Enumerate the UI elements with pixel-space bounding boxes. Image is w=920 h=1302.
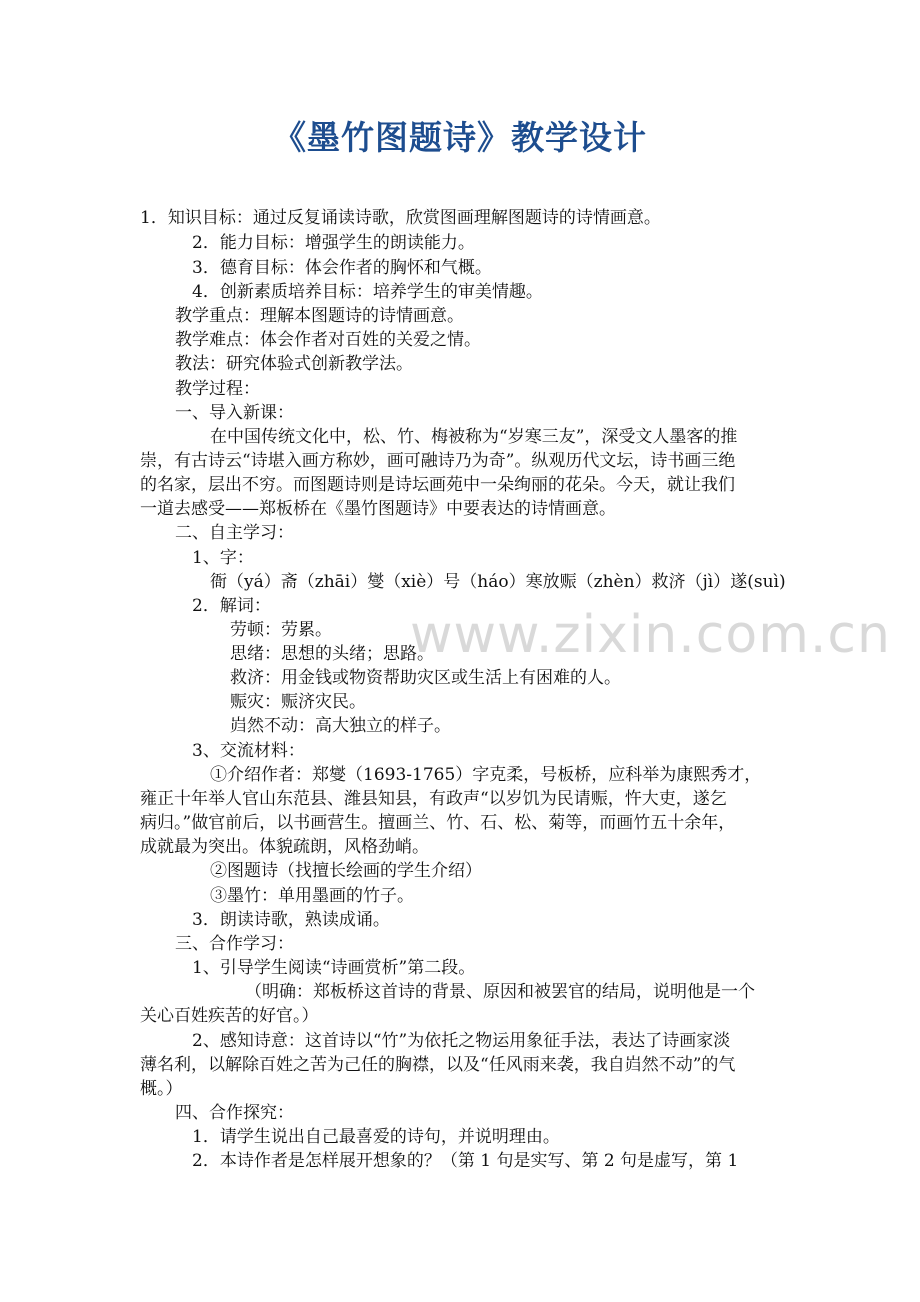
paragraph-line: 关心百姓疾苦的好官。） <box>140 1006 319 1026</box>
paragraph-line: 3．朗读诗歌，熟读成诵。 <box>192 910 390 930</box>
paragraph-line: 2．本诗作者是怎样展开想象的？（第 1 句是实写、第 2 句是虚写，第 1 <box>192 1151 739 1171</box>
paragraph-line: 1．知识目标：通过反复诵读诗歌，欣赏图画理解图题诗的诗情画意。 <box>140 208 661 228</box>
paragraph-line: ①介绍作者：郑燮（1693-1765）字克柔，号板桥，应科举为康熙秀才， <box>210 765 762 785</box>
section-heading: 二、自主学习： <box>175 523 294 543</box>
section-heading: 一、导入新课： <box>175 403 294 423</box>
paragraph-line: 1、字： <box>192 548 254 568</box>
paragraph-line: 1、引导学生阅读“诗画赏析”第二段。 <box>192 958 476 978</box>
paragraph-line: 教学难点：体会作者对百姓的关爱之情。 <box>175 330 481 350</box>
paragraph-line: 3．德育目标：体会作者的胸怀和气概。 <box>192 258 492 278</box>
paragraph-line: 在中国传统文化中，松、竹、梅被称为“岁寒三友”，深受文人墨客的推 <box>210 427 738 447</box>
paragraph-line: 2、感知诗意：这首诗以“竹”为依托之物运用象征手法，表达了诗画家淡 <box>192 1031 731 1051</box>
paragraph-line: 教学重点：理解本图题诗的诗情画意。 <box>175 306 464 326</box>
paragraph-line: 赈灾：赈济灾民。 <box>230 692 366 712</box>
paragraph-line: 1．请学生说出自己最喜爱的诗句，并说明理由。 <box>192 1127 560 1147</box>
paragraph-line: ③墨竹：单用墨画的竹子。 <box>210 886 414 906</box>
paragraph-line: 雍正十年举人官山东范县、潍县知县，有政声“以岁饥为民请赈，忤大吏，遂乞 <box>140 789 727 809</box>
paragraph-line: 病归。”做官前后，以书画营生。擅画兰、竹、石、松、菊等，而画竹五十余年， <box>140 813 736 833</box>
paragraph-line: 思绪：思想的头绪；思路。 <box>230 644 434 664</box>
paragraph-line: 2．解词： <box>192 596 271 616</box>
section-heading: 三、合作学习： <box>175 934 294 954</box>
paragraph-line: 成就最为突出。体貌疏朗，风格劲峭。 <box>140 837 429 857</box>
paragraph-line: 薄名利，以解除百姓之苦为己任的胸襟，以及“任风雨来袭，我自岿然不动”的气 <box>140 1055 736 1075</box>
paragraph-line: ②图题诗（找擅长绘画的学生介绍） <box>210 861 482 881</box>
section-heading: 四、合作探究： <box>175 1103 294 1123</box>
paragraph-line: 衙（yá）斋（zhāi）燮（xiè）号（háo）寒放赈（zhèn）救济（jì）遂(suì) <box>210 572 786 592</box>
paragraph-line: 救济：用金钱或物资帮助灾区或生活上有困难的人。 <box>230 668 621 688</box>
paragraph-line: 2．能力目标：增强学生的朗读能力。 <box>192 233 475 253</box>
paragraph-line: （明确：郑板桥这首诗的背景、原因和被罢官的结局，说明他是一个 <box>245 982 755 1002</box>
paragraph-line: 一道去感受——郑板桥在《墨竹图题诗》中要表达的诗情画意。 <box>140 499 616 519</box>
paragraph-line: 4．创新素质培养目标：培养学生的审美情趣。 <box>192 282 543 302</box>
paragraph-line: 教学过程： <box>175 379 260 399</box>
paragraph-line: 概。） <box>140 1079 183 1099</box>
paragraph-line: 崇，有古诗云“诗堪入画方称妙，画可融诗乃为奇”。纵观历代文坛，诗书画三绝 <box>140 451 736 471</box>
paragraph-line: 教法：研究体验式创新教学法。 <box>175 354 413 374</box>
paragraph-line: 岿然不动：高大独立的样子。 <box>230 716 451 736</box>
paragraph-line: 的名家，层出不穷。而图题诗则是诗坛画苑中一朵绚丽的花朵。今天，就让我们 <box>140 475 735 495</box>
paragraph-line: 3、交流材料： <box>192 741 305 761</box>
paragraph-line: 劳顿：劳累。 <box>230 620 332 640</box>
watermark: www.zixin.com.cn <box>410 605 891 665</box>
document-title: 《墨竹图题诗》教学设计 <box>273 118 647 157</box>
